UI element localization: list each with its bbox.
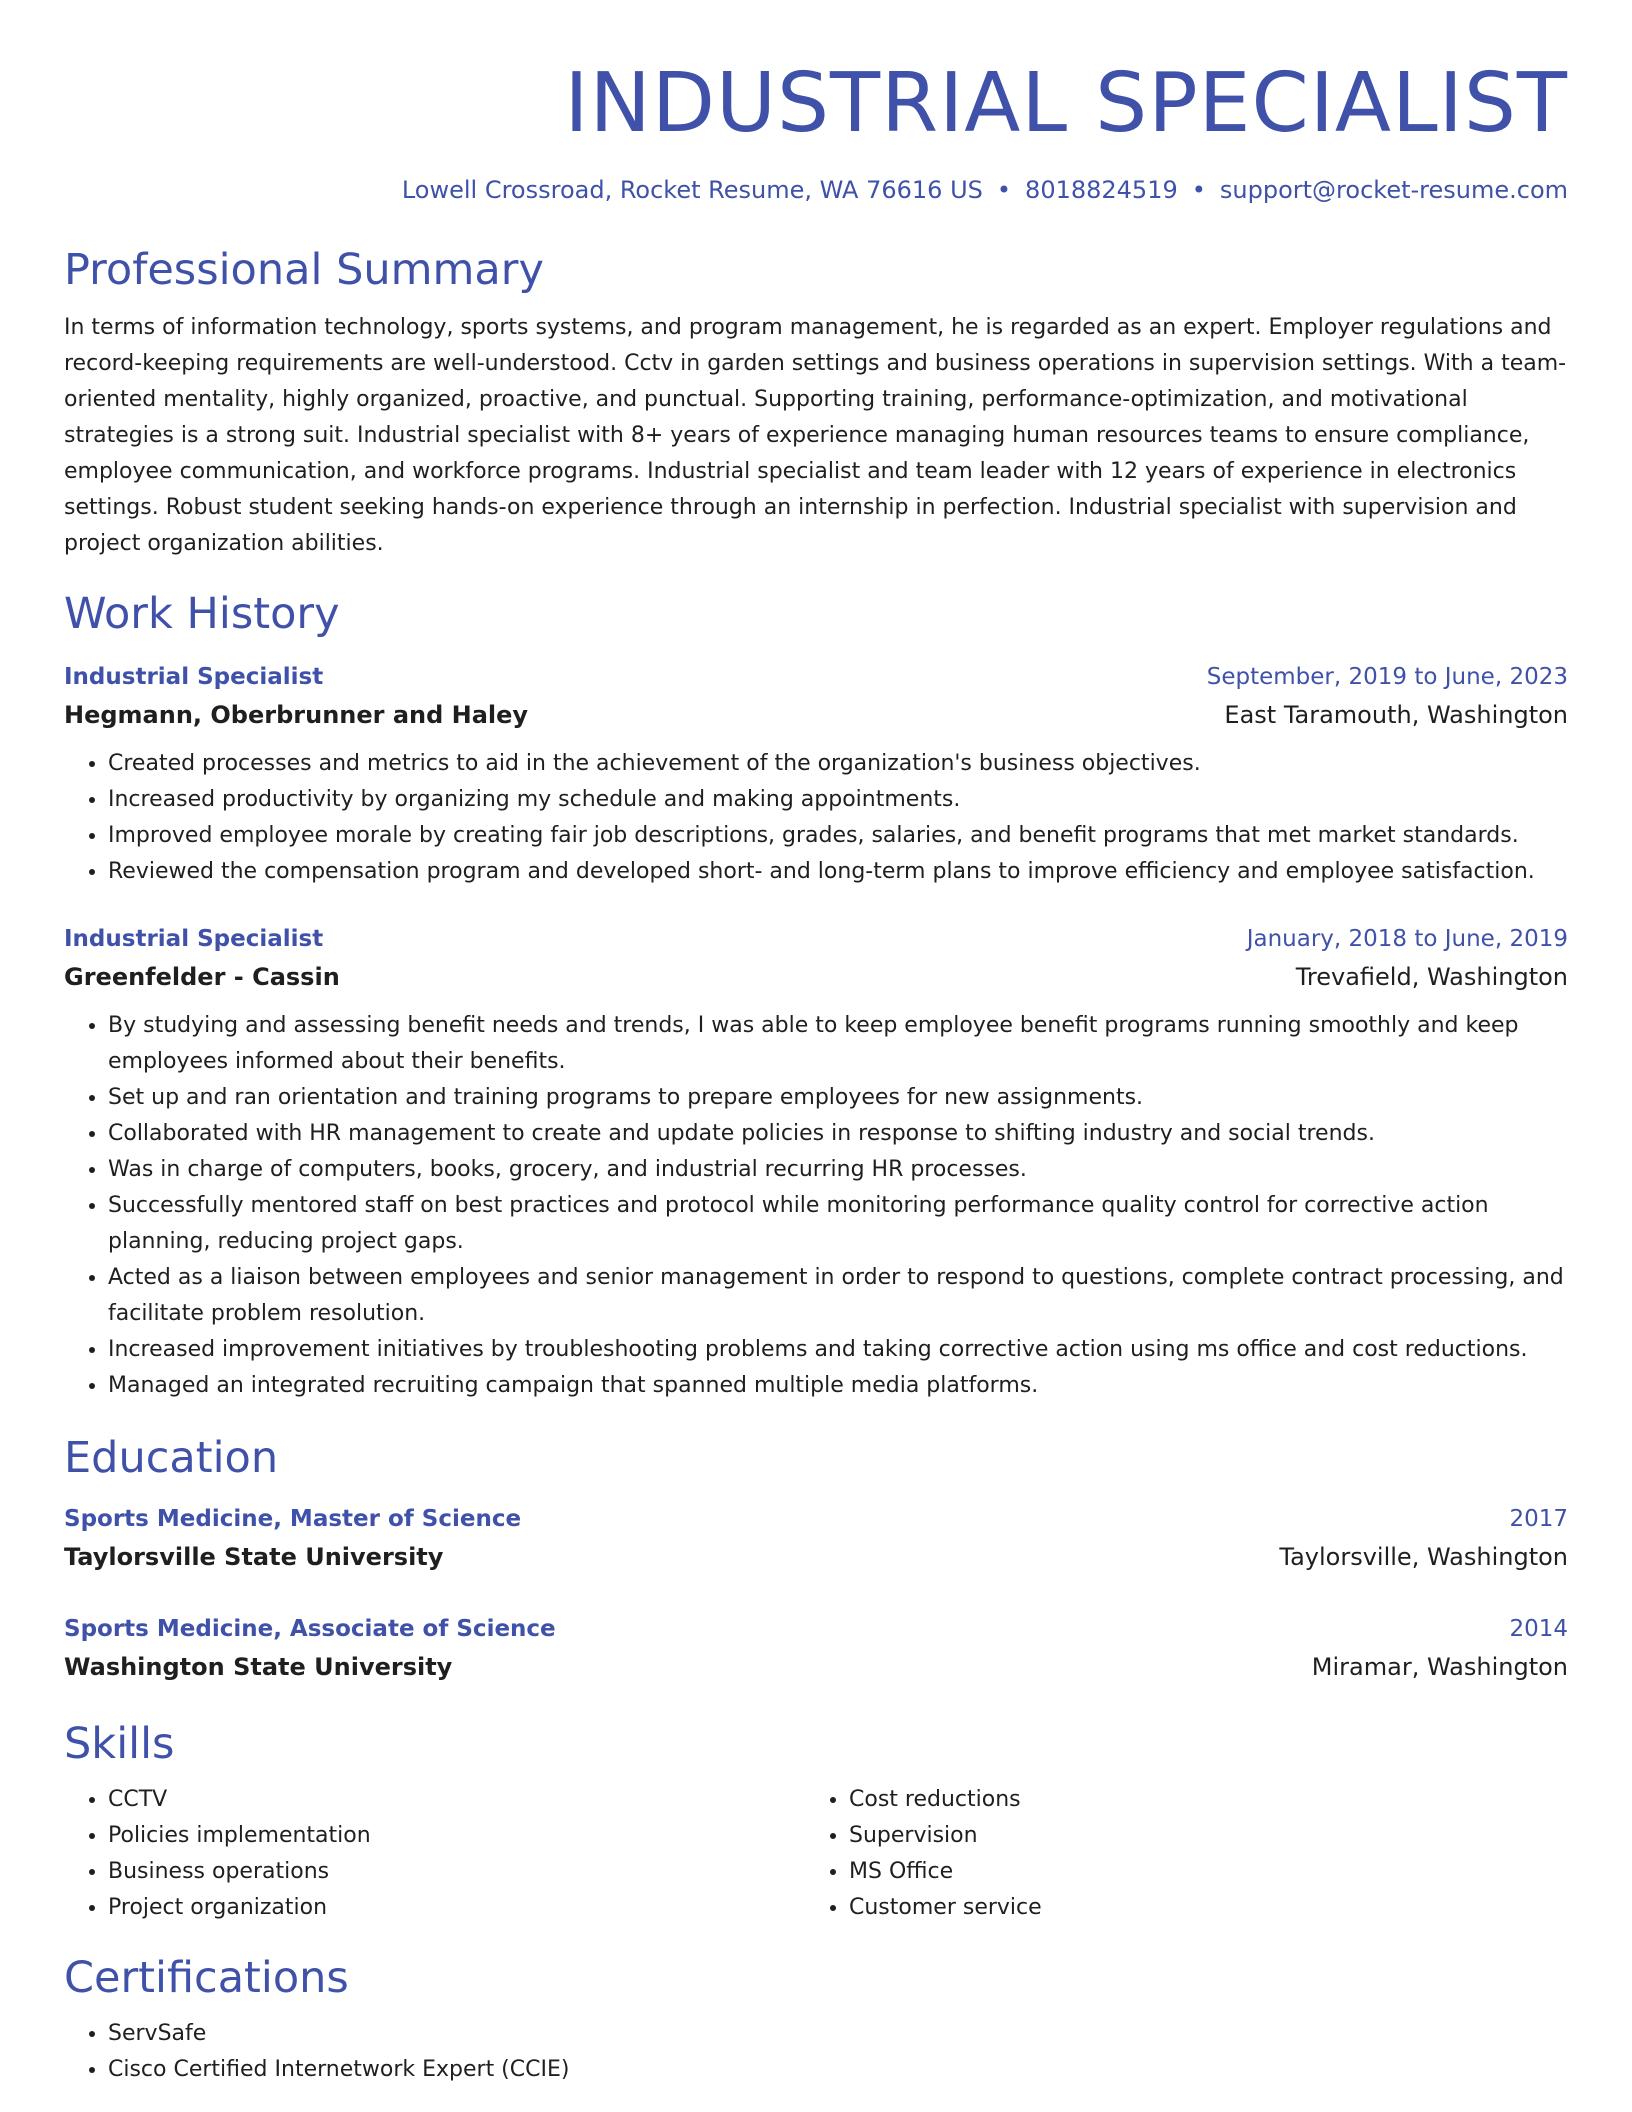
skills-grid — [64, 1782, 1568, 1926]
job-dates: January, 2018 to June, 2019 — [1246, 926, 1568, 952]
skill-item: • Policies implementation — [108, 1818, 805, 1854]
job-bullet: • Set up and ran orientation and training programs to prepare employees for new assignments. — [108, 1080, 1568, 1116]
skills-column-right — [805, 1782, 1546, 1926]
job-bullet: • Increased productivity by organizing my schedule and making appointments. — [108, 782, 1568, 818]
education-subheader — [64, 1538, 1568, 1576]
section-title-education: Education — [64, 1433, 279, 1483]
job-subheader — [64, 696, 1568, 734]
section-title-certifications: Certifications — [64, 1953, 349, 2003]
job-company: Hegmann, Oberbrunner and Haley — [64, 701, 529, 729]
education-section — [64, 1432, 1568, 1686]
job-bullet: • Managed an integrated recruiting campaign that spanned multiple media platforms. — [108, 1368, 1568, 1404]
resume-name: INDUSTRIAL SPECIALIST — [564, 56, 1568, 151]
contact-separator: • — [1191, 176, 1206, 204]
job-bullet: • Reviewed the compensation program and developed short- and long-term plans to improve efficiency and employee satisfaction. — [108, 854, 1568, 890]
education-entry — [64, 1500, 1568, 1576]
education-header — [64, 1610, 1568, 1648]
job-bullets — [64, 1008, 1568, 1404]
skill-item: • Project organization — [108, 1890, 805, 1926]
skill-item: • Customer service — [849, 1890, 1546, 1926]
job-bullet: • Improved employee morale by creating fair job descriptions, grades, salaries, and benefit programs that met market standards. — [108, 818, 1568, 854]
job-header — [64, 920, 1568, 958]
job-bullet: • Acted as a liaison between employees and senior management in order to respond to questions, complete contract processing, and facilitate problem resolution. — [108, 1260, 1568, 1332]
job-bullet: • Was in charge of computers, books, grocery, and industrial recurring HR processes. — [108, 1152, 1568, 1188]
education-location: Taylorsville, Washington — [1279, 1543, 1568, 1571]
section-title-skills: Skills — [64, 1719, 175, 1769]
education-entry — [64, 1610, 1568, 1686]
skill-item: • CCTV — [108, 1782, 805, 1818]
contact-line — [64, 174, 1568, 206]
skill-item: • MS Office — [849, 1854, 1546, 1890]
skill-item: • Supervision — [849, 1818, 1546, 1854]
certifications-list — [64, 2016, 1568, 2088]
job-entry — [64, 658, 1568, 890]
job-subheader — [64, 958, 1568, 996]
certifications-section — [64, 1952, 1568, 2088]
education-degree: Sports Medicine, Associate of Science — [64, 1616, 556, 1642]
contact-address: Lowell Crossroad, Rocket Resume, WA 76616 US — [401, 176, 983, 204]
summary-section — [64, 244, 1568, 562]
job-bullet: • Collaborated with HR management to create and update policies in response to shifting industry and social trends. — [108, 1116, 1568, 1152]
education-location: Miramar, Washington — [1311, 1653, 1568, 1681]
job-header — [64, 658, 1568, 696]
job-bullets — [64, 746, 1568, 890]
skills-column-left — [64, 1782, 805, 1926]
education-school: Washington State University — [64, 1653, 453, 1681]
certification-item: • ServSafe — [108, 2016, 1568, 2052]
job-entry — [64, 920, 1568, 1404]
skills-section — [64, 1718, 1568, 1926]
education-year: 2014 — [1509, 1616, 1568, 1642]
certification-item: • Cisco Certified Internetwork Expert (CCIE) — [108, 2052, 1568, 2088]
work-section — [64, 588, 1568, 1404]
job-location: Trevafield, Washington — [1295, 963, 1568, 991]
contact-email: support@rocket-resume.com — [1219, 176, 1568, 204]
education-degree: Sports Medicine, Master of Science — [64, 1506, 522, 1532]
job-company: Greenfelder - Cassin — [64, 963, 340, 991]
skill-item: • Cost reductions — [849, 1782, 1546, 1818]
summary-text: In terms of information technology, sports systems, and program management, he is regarded as an expert. Employer regulations and record-keeping requirements are well-understood. Cctv in garden settings and business operations in supervision settings. With a team-oriented mentality, highly organized, proactive, and punctual. Supporting training, performance-optimization, and motivational strategies is a strong suit. Industrial specialist with 8+ years of experience managing human resources teams to ensure compliance, employee communication, and workforce programs. Industrial specialist and team leader with 12 years of experience in electronics settings. Robust student seeking hands-on experience through an internship in perfection. Industrial specialist with supervision and project organization abilities. — [64, 315, 1567, 556]
job-bullet: • By studying and assessing benefit needs and trends, I was able to keep employee benefit programs running smoothly and keep employees informed about their benefits. — [108, 1008, 1568, 1080]
job-role: Industrial Specialist — [64, 926, 324, 952]
job-dates: September, 2019 to June, 2023 — [1206, 664, 1568, 690]
education-subheader — [64, 1648, 1568, 1686]
job-bullet: • Created processes and metrics to aid in the achievement of the organization's business objectives. — [108, 746, 1568, 782]
contact-phone: 8018824519 — [1025, 176, 1178, 204]
education-year: 2017 — [1509, 1506, 1568, 1532]
job-role: Industrial Specialist — [64, 664, 324, 690]
section-title-work: Work History — [64, 589, 340, 639]
education-school: Taylorsville State University — [64, 1543, 444, 1571]
contact-separator: • — [996, 176, 1012, 204]
job-bullet: • Successfully mentored staff on best practices and protocol while monitoring performance quality control for corrective action planning, reducing project gaps. — [108, 1188, 1568, 1260]
section-title-summary: Professional Summary — [64, 245, 544, 295]
job-bullet: • Increased improvement initiatives by troubleshooting problems and taking corrective action using ms office and cost reductions. — [108, 1332, 1568, 1368]
education-header — [64, 1500, 1568, 1538]
job-location: East Taramouth, Washington — [1224, 701, 1568, 729]
skill-item: • Business operations — [108, 1854, 805, 1890]
